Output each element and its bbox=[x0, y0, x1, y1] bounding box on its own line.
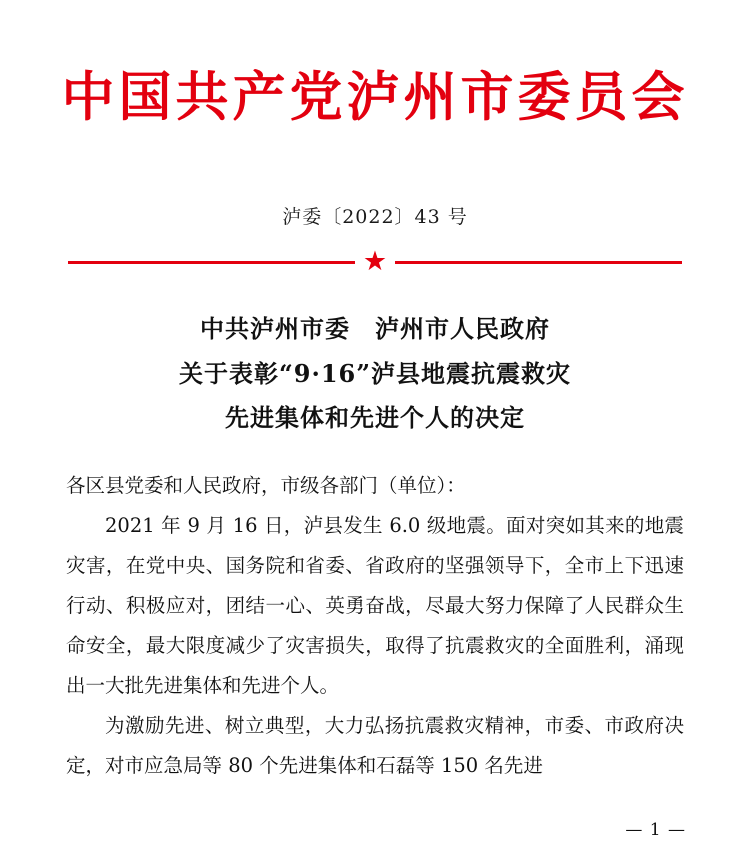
body-paragraph-2: 为激励先进、树立典型，大力弘扬抗震救灾精神，市委、市政府决定，对市应急局等 80 个先进集体和石磊等 150 名先进 bbox=[66, 714, 684, 778]
document-number: 泸委〔2022〕43 号 bbox=[282, 206, 468, 229]
document-body bbox=[0, 466, 750, 786]
title-line-1: 中共泸州市委 泸州市人民政府 bbox=[200, 314, 550, 344]
document-title bbox=[0, 307, 750, 440]
title-line-2: 关于表彰“9·16”泸县地震抗震救灾 bbox=[178, 358, 572, 388]
body-paragraph-1: 2021 年 9 月 16 日，泸县发生 6.0 级地震。面对突如其来的地震灾害，在党中央、国务院和省委、省政府的坚强领导下，全市上下迅速行动、积极应对，团结一心、英勇奋战，尽最大努力保障了人民群众生命安全，最大限度减少了灾害损失，取得了抗震救灾的全面胜利，涌现出一大批先进集体和先进个人。 bbox=[66, 514, 684, 698]
page-number: — 1 — bbox=[625, 820, 686, 840]
body-paragraph-salutation: 各区县党委和人民政府，市级各部门（单位）： bbox=[66, 474, 466, 498]
title-line-3: 先进集体和先进个人的决定 bbox=[225, 403, 525, 433]
star-icon: ★ bbox=[355, 247, 395, 277]
red-divider bbox=[0, 246, 750, 278]
masthead-title: 中国共产党泸州市委员会 bbox=[61, 66, 689, 128]
